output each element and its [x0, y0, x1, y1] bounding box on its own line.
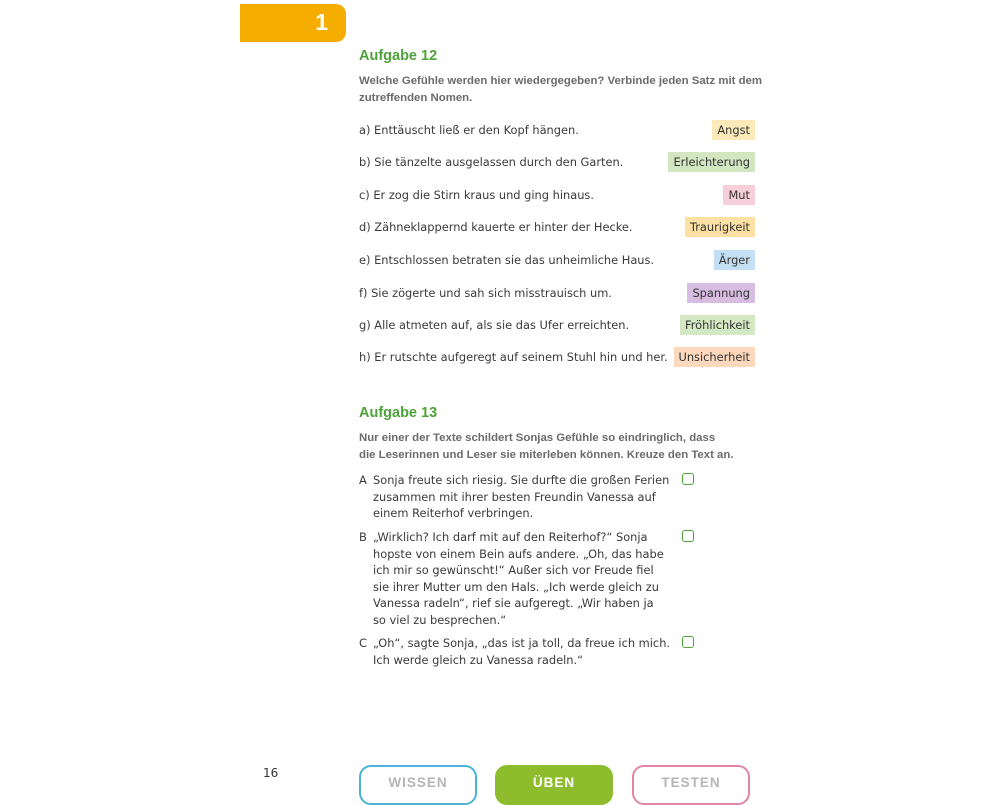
sentence-e[interactable]: e) Entschlossen betraten sie das unheimliche Haus.: [359, 253, 655, 267]
match-row: [359, 347, 755, 369]
noun-tag-froehlichkeit[interactable]: Fröhlichkeit: [680, 315, 755, 335]
option-text-line: ich mir so gewünscht!“ Außer sich vor Freude fiel: [373, 563, 654, 577]
option-text-line: einem Reiterhof verbringen.: [373, 506, 534, 520]
match-row: [359, 185, 755, 207]
match-row: [359, 250, 755, 272]
wissen-button[interactable]: WISSEN: [359, 765, 477, 805]
sentence-g[interactable]: g) Alle atmeten auf, als sie das Ufer erreichten.: [359, 318, 630, 332]
match-row: [359, 120, 755, 142]
task-12-title: Aufgabe 12: [359, 48, 438, 64]
option-text: [373, 635, 671, 668]
option-text-line: „Wirklich? Ich darf mit auf den Reiterhof?“ Sonja: [373, 530, 648, 544]
option-text-line: „Oh“, sagte Sonja, „das ist ja toll, da freue ich mich.: [373, 636, 671, 650]
sentence-c[interactable]: c) Er zog die Stirn kraus und ging hinaus.: [359, 188, 594, 202]
option-a-checkbox[interactable]: [682, 473, 694, 485]
chapter-number: 1: [315, 9, 328, 35]
sentence-h[interactable]: h) Er rutschte aufgeregt auf seinem Stuhl hin und her.: [359, 350, 668, 364]
option-text: [373, 529, 663, 628]
ueben-button[interactable]: ÜBEN: [495, 765, 613, 805]
noun-tag-spannung[interactable]: Spannung: [687, 283, 755, 303]
match-row: [359, 283, 755, 305]
chapter-tab: [240, 4, 346, 42]
match-row: [359, 315, 755, 337]
option-text-line: Ich werde gleich zu Vanessa radeln.“: [373, 652, 584, 667]
task-13-instruction-line: Nur einer der Texte schildert Sonjas Gefühle so eindringlich, dass: [359, 432, 716, 444]
option-letter: B: [359, 530, 367, 544]
sentence-f[interactable]: f) Sie zögerte und sah sich misstrauisch um.: [359, 286, 612, 300]
task-12-instruction: [359, 73, 779, 106]
task-13-instruction: [359, 430, 779, 463]
option-text: [373, 472, 670, 522]
noun-tag-erleichterung[interactable]: Erleichterung: [668, 152, 755, 172]
option-letter: C: [359, 636, 367, 650]
page-number: 16: [263, 766, 279, 780]
task-13-title: Aufgabe 13: [359, 405, 438, 421]
option-b-checkbox[interactable]: [682, 530, 694, 542]
noun-tag-unsicherheit[interactable]: Unsicherheit: [674, 347, 756, 367]
testen-button[interactable]: TESTEN: [632, 765, 750, 805]
sentence-b[interactable]: b) Sie tänzelte ausgelassen durch den Garten.: [359, 155, 624, 169]
task-12-instruction-line: Welche Gefühle werden hier wiedergegeben? Verbinde jeden Satz mit dem: [359, 75, 762, 87]
option-text-line: so viel zu besprechen.“: [373, 612, 507, 627]
option-c-checkbox[interactable]: [682, 636, 694, 648]
option-text-line: Vanessa radeln“, rief sie aufgeregt. „Wir haben ja: [373, 596, 654, 610]
task-12-instruction-line: zutreffenden Nomen.: [359, 91, 473, 104]
option-text-line: Sonja freute sich riesig. Sie durfte die großen Ferien: [373, 473, 670, 487]
noun-tag-angst[interactable]: Angst: [712, 120, 755, 140]
match-row: [359, 217, 755, 239]
option-text-line: sie ihrer Mutter um den Hals. „Ich werde gleich zu: [373, 579, 659, 594]
sentence-a[interactable]: a) Enttäuscht ließ er den Kopf hängen.: [359, 123, 579, 137]
noun-tag-aerger[interactable]: Ärger: [714, 250, 755, 270]
match-row: [359, 152, 755, 174]
sentence-d[interactable]: d) Zähneklappernd kauerte er hinter der Hecke.: [359, 220, 633, 234]
noun-tag-traurigkeit[interactable]: Traurigkeit: [685, 217, 755, 237]
option-letter: A: [359, 473, 367, 487]
noun-tag-mut[interactable]: Mut: [723, 185, 755, 205]
task-13-instruction-line: die Leserinnen und Leser sie miterleben können. Kreuze den Text an.: [359, 448, 734, 461]
option-text-line: hopste von einem Bein aufs andere. „Oh, das habe: [373, 546, 664, 561]
option-text-line: zusammen mit ihrer besten Freundin Vanessa auf: [373, 489, 656, 504]
